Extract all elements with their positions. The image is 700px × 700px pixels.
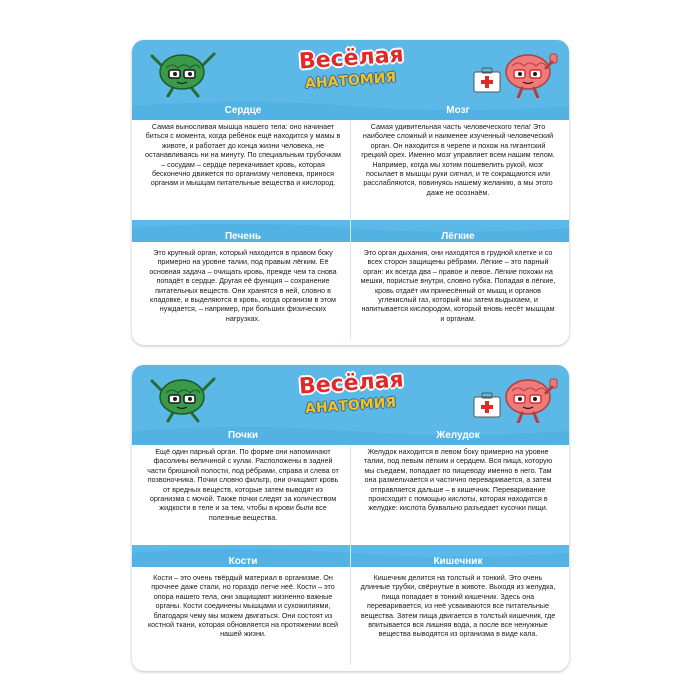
column-divider (350, 120, 351, 340)
first-aid-kit-icon (474, 68, 500, 92)
section-text-kidneys: Ещё один парный орган. По форме они напоминают фасолины величиной с кулак. Расположены в задней части брюшной полости, под рёбрами, справа и слева от позвоночника. Почки словно фильтр, они очищают кровь от вредных веществ, которые затем выводят из организма с мочой. Также почки следят за количеством жидкости в теле и за тем, чтобы в крови были все полезные вещества. (147, 447, 339, 522)
pink-brain-mascot-icon (472, 373, 562, 430)
logo (290, 367, 412, 427)
section-text-heart: Самая выносливая мышца нашего тела: оно начинает биться с момента, когда ребёнок ещё находится у мамы в животе, и работает до конца жизни человека, не останавливаясь ни на минуту. По специальным трубочкам – сосудам – сердце перекачивает кровь, которая бесконечно движется по организму человека, принося органам и мышцам питательные вещества и кислород. (145, 122, 341, 188)
section-title-heart: Сердце (224, 105, 262, 116)
section-text-lungs: Это орган дыхания, они находятся в грудной клетке и со всех сторон защищены рёбрами. Лёгкие – это парный орган: их всегда два – правое и левое. Лёгкие похожи на мешки, пористые внутри, словно губка. Попадая в лёгкие, кровь отдаёт им принесённый от мышц и органов углекислый газ, который мы затем выдыхаем, и напитывается кислородом, который вновь несёт мышцам и органам. (360, 248, 556, 323)
logo-line2: АНАТОМИЯ (304, 394, 398, 418)
section-title-lungs: Лёгкие (441, 231, 475, 242)
pink-brain-mascot-icon (472, 48, 562, 105)
section-title-liver: Печень (224, 231, 262, 242)
section-title-intestine: Кишечник (433, 556, 483, 567)
section-text-stomach: Желудок находится в левом боку примерно на уровне талии, под левым лёгким и сердцем. Вся пища, которую мы съедаем, попадает по пищеводу именно в него. Там она размельчается и частично переваривается, а затем отправляется дальше – в кишечник. Переваривание происходит с помощью кислоты, которая находится в желудке: кислота буквально разъедает кусочки пищи. (363, 447, 553, 513)
first-aid-kit-icon (474, 393, 500, 417)
column-divider (350, 445, 351, 665)
anatomy-card-2 (132, 365, 569, 671)
thumbs-up-icon (546, 54, 557, 68)
section-title-stomach: Желудок (436, 430, 480, 441)
logo-line1: Весёлая (297, 42, 405, 75)
logo-line2: АНАТОМИЯ (304, 69, 398, 93)
green-brain-mascot-icon (150, 46, 220, 103)
logo (290, 42, 412, 102)
section-title-brain: Мозг (446, 105, 470, 116)
section-text-brain: Самая удивительная часть человеческого тела! Это наиболее сложный и наименее изученный человеческий орган. Он находится в черепе и похож на гигантский грецкий орех. Именно мозг управляет всем нашим телом. Например, когда мы хотим пошевелить рукой, мозг посылает в мышцы руки сигнал, и те сокращаются или расслабляются, повинуясь нашему желанию, а мы этого даже не осознаём. (361, 122, 555, 197)
anatomy-card-1 (132, 40, 569, 345)
section-title-kidneys: Почки (227, 430, 258, 441)
logo-line1: Весёлая (297, 367, 405, 400)
thumbs-up-icon (546, 379, 557, 393)
section-text-bones: Кости – это очень твёрдый материал в организме. Он прочнее даже стали, но гораздо легче неё. Кости – это опора нашего тела, они защищают жизненно важные органы. Кости соединены мышцами и сухожилиями, благодаря чему мы можем двигаться. Они состоят из костной ткани, которая обновляется на протяжении всей нашей жизни. (147, 573, 339, 639)
section-title-bones: Кости (228, 556, 258, 567)
section-text-liver: Это крупный орган, который находится в правом боку примерно на уровне талии, под правым лёгким. Её основная задача – очищать кровь, прежде чем та снова попадёт в сердце. Другая её функция – сохранение питательных веществ. Они хранятся в ней, словно в кладовке, и выделяются в кровь, когда организм в этом нуждается, – например, при больших физических нагрузках. (149, 248, 337, 323)
section-text-intestine: Кишечник делится на толстый и тонкий. Это очень длинные трубки, свёрнутые в животе. Выходя из желудка, пища попадает в тонкий кишечник. Здесь она переваривается, из неё усваиваются все питательные вещества. Затем пища двигается в толстый кишечник, где впитывается вся лишняя вода, а после все ненужные вещества выводятся из организма в виде кала. (360, 573, 556, 639)
green-brain-mascot-icon (150, 371, 220, 428)
